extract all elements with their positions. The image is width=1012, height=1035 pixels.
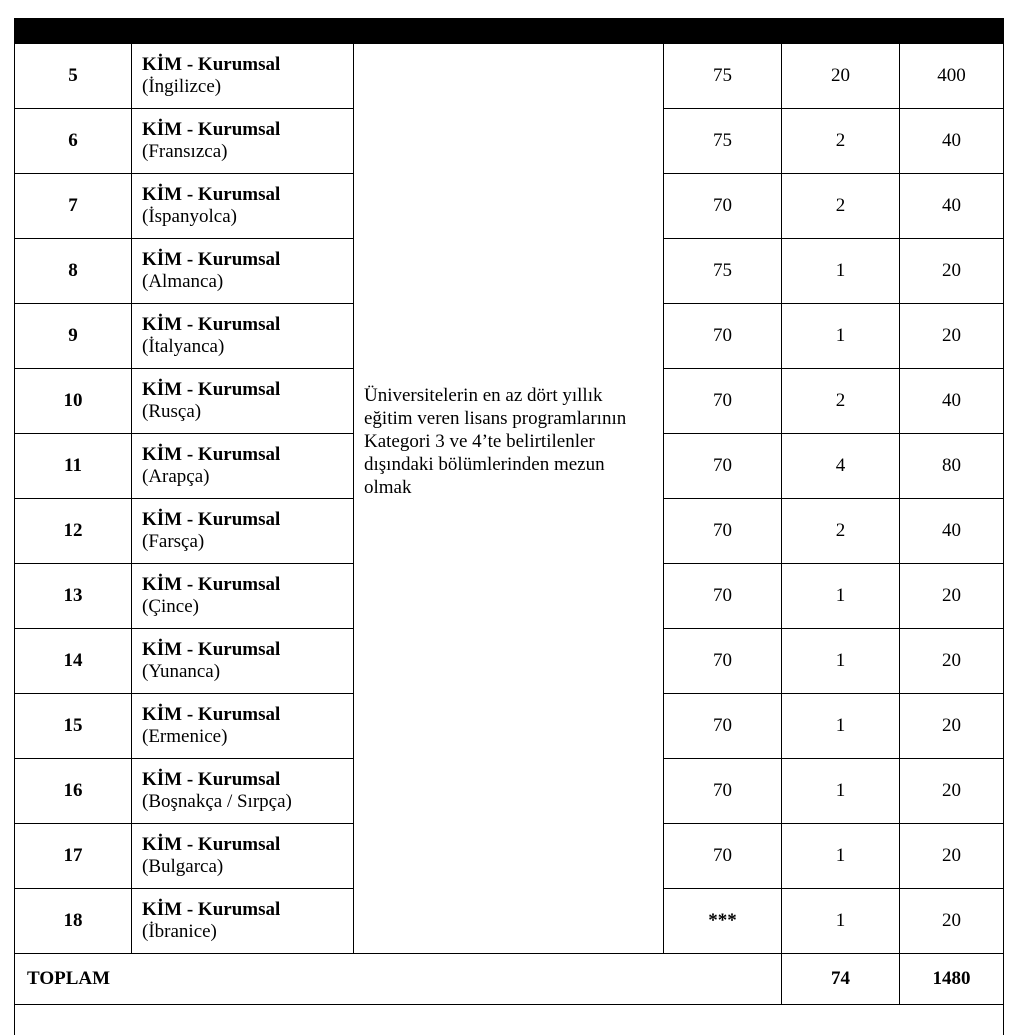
candidate-total: 80 — [900, 434, 1004, 499]
program-title: KİM - Kurumsal — [142, 769, 353, 791]
candidate-total: 40 — [900, 369, 1004, 434]
program-language: (Farsça) — [142, 531, 353, 553]
program-language: (Ermenice) — [142, 726, 353, 748]
program-title: KİM - Kurumsal — [142, 444, 353, 466]
candidate-total: 20 — [900, 889, 1004, 954]
program-title: KİM - Kurumsal — [142, 314, 353, 336]
quota-count: 2 — [782, 174, 900, 239]
candidate-total: 20 — [900, 629, 1004, 694]
program-language: (Çince) — [142, 596, 353, 618]
candidate-total: 40 — [900, 109, 1004, 174]
program-cell — [132, 889, 354, 954]
quota-count: 1 — [782, 629, 900, 694]
quota-table — [14, 18, 1004, 1035]
total-count: 74 — [782, 954, 900, 1005]
quota-count: 1 — [782, 759, 900, 824]
total-candidates: 1480 — [900, 954, 1004, 1005]
quota-count: 2 — [782, 369, 900, 434]
program-title: KİM - Kurumsal — [142, 119, 353, 141]
program-cell — [132, 824, 354, 889]
candidate-total: 20 — [900, 564, 1004, 629]
program-language: (İspanyolca) — [142, 206, 353, 228]
candidate-total: 400 — [900, 44, 1004, 109]
min-score: 70 — [664, 499, 782, 564]
program-language: (Yunanca) — [142, 661, 353, 683]
min-score: 70 — [664, 174, 782, 239]
min-score: *** — [664, 889, 782, 954]
min-score: 70 — [664, 564, 782, 629]
row-number: 12 — [15, 499, 132, 564]
program-cell — [132, 369, 354, 434]
trailing-cell — [15, 1005, 1004, 1035]
trailing-row — [15, 1005, 1004, 1035]
candidate-total: 20 — [900, 694, 1004, 759]
program-language: (Almanca) — [142, 271, 353, 293]
header-cell — [132, 19, 354, 44]
program-language: (Boşnakça / Sırpça) — [142, 791, 353, 813]
program-cell — [132, 759, 354, 824]
min-score: 70 — [664, 629, 782, 694]
program-cell — [132, 564, 354, 629]
program-cell — [132, 174, 354, 239]
candidate-total: 20 — [900, 304, 1004, 369]
quota-count: 1 — [782, 889, 900, 954]
row-number: 8 — [15, 239, 132, 304]
program-title: KİM - Kurumsal — [142, 899, 353, 921]
program-title: KİM - Kurumsal — [142, 704, 353, 726]
program-language: (Rusça) — [142, 401, 353, 423]
quota-count: 1 — [782, 304, 900, 369]
row-number: 16 — [15, 759, 132, 824]
program-cell — [132, 109, 354, 174]
program-title: KİM - Kurumsal — [142, 639, 353, 661]
program-title: KİM - Kurumsal — [142, 249, 353, 271]
program-cell — [132, 629, 354, 694]
row-number: 15 — [15, 694, 132, 759]
header-cell — [782, 19, 900, 44]
program-title: KİM - Kurumsal — [142, 184, 353, 206]
min-score: 70 — [664, 434, 782, 499]
program-language: (Fransızca) — [142, 141, 353, 163]
table-header-bar — [15, 19, 1004, 44]
quota-count: 20 — [782, 44, 900, 109]
candidate-total: 20 — [900, 239, 1004, 304]
table-row — [15, 44, 1004, 109]
quota-count: 1 — [782, 239, 900, 304]
row-number: 10 — [15, 369, 132, 434]
program-title: KİM - Kurumsal — [142, 379, 353, 401]
min-score: 70 — [664, 824, 782, 889]
program-title: KİM - Kurumsal — [142, 834, 353, 856]
row-number: 6 — [15, 109, 132, 174]
eligibility-condition: Üniversitelerin en az dört yıllık eğitim veren lisans programlarının Kategori 3 ve 4’te belirtilenler dışındaki bölümlerinden mezun olmak — [354, 44, 664, 954]
quota-count: 1 — [782, 824, 900, 889]
program-cell — [132, 304, 354, 369]
program-language: (Bulgarca) — [142, 856, 353, 878]
row-number: 7 — [15, 174, 132, 239]
header-cell — [354, 19, 664, 44]
header-cell — [664, 19, 782, 44]
min-score: 70 — [664, 694, 782, 759]
row-number: 18 — [15, 889, 132, 954]
program-language: (İbranice) — [142, 921, 353, 943]
program-cell — [132, 499, 354, 564]
program-cell — [132, 44, 354, 109]
program-title: KİM - Kurumsal — [142, 574, 353, 596]
row-number: 13 — [15, 564, 132, 629]
program-language: (İtalyanca) — [142, 336, 353, 358]
row-number: 11 — [15, 434, 132, 499]
row-number: 5 — [15, 44, 132, 109]
quota-count: 4 — [782, 434, 900, 499]
candidate-total: 20 — [900, 759, 1004, 824]
min-score: 75 — [664, 44, 782, 109]
candidate-total: 40 — [900, 174, 1004, 239]
quota-count: 2 — [782, 499, 900, 564]
program-language: (İngilizce) — [142, 76, 353, 98]
total-row — [15, 954, 1004, 1005]
total-label: TOPLAM — [15, 954, 782, 1005]
candidate-total: 20 — [900, 824, 1004, 889]
quota-count: 1 — [782, 564, 900, 629]
quota-count: 1 — [782, 694, 900, 759]
program-title: KİM - Kurumsal — [142, 509, 353, 531]
quota-count: 2 — [782, 109, 900, 174]
program-title: KİM - Kurumsal — [142, 54, 353, 76]
min-score: 75 — [664, 109, 782, 174]
min-score: 70 — [664, 369, 782, 434]
program-cell — [132, 434, 354, 499]
row-number: 9 — [15, 304, 132, 369]
program-language: (Arapça) — [142, 466, 353, 488]
row-number: 14 — [15, 629, 132, 694]
candidate-total: 40 — [900, 499, 1004, 564]
min-score: 75 — [664, 239, 782, 304]
min-score: 70 — [664, 759, 782, 824]
program-cell — [132, 694, 354, 759]
header-cell — [15, 19, 132, 44]
row-number: 17 — [15, 824, 132, 889]
min-score: 70 — [664, 304, 782, 369]
program-cell — [132, 239, 354, 304]
header-cell — [900, 19, 1004, 44]
